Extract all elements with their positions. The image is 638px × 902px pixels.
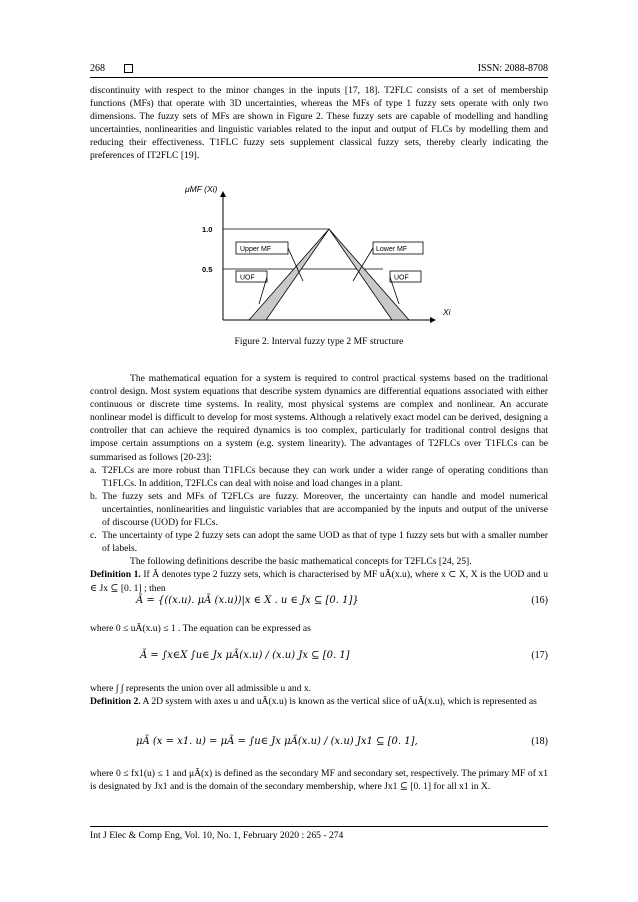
body-section bbox=[90, 372, 548, 595]
list-item-text: The uncertainty of type 2 fuzzy sets can adopt the same UOD as that of type 1 fuzzy sets but with a smaller number of labels. bbox=[102, 530, 548, 555]
equation-16-number: (16) bbox=[531, 595, 548, 606]
list-item bbox=[90, 464, 548, 490]
upper-mf-label: Upper MF bbox=[240, 246, 272, 253]
uof-left-label: UOF bbox=[240, 274, 255, 282]
final-paragraph: where 0 ≤ fx1(u) ≤ 1 and μÃ(x) is defined as the secondary MF and secondary set, respectively. The primary MF of x1 is designated by Jx1 and is the domain of the secondary membership, where Jx1 ⊆ [0. 1] for all x1 in X. bbox=[90, 768, 548, 793]
equation-16-formula: Ã = {((x.u). μÃ (x.u))|x ∈ X . u ∈ Jx ⊆ [0. 1]} bbox=[136, 595, 359, 606]
list-marker: c. bbox=[90, 530, 97, 542]
x-axis-label: Xi bbox=[443, 307, 451, 317]
list-item-text: The fuzzy sets and MFs of T2FLCs are fuzzy. Moreover, the uncertainty can handle and model numerical uncertainties, nonlinearities and linguistic variables that are accompanied by the inputs and output of the universe of discourse (UOD) for FLCs. bbox=[102, 490, 548, 529]
header-rule bbox=[90, 77, 548, 78]
intro-paragraph: discontinuity with respect to the minor changes in the inputs [17, 18]. T2FLC consists of a set of membership functions (MFs) that operate with 3D uncertainties, whereas the MFs of type 1 fuzzy sets operate with only two dimensions. The fuzzy sets of MFs are shown in Figure 2. These fuzzy sets are capable of modelling and handling uncertainties, nonlinearities and linguistic variables related to the input and output of FLCs by modelling them and reducing their effectiveness. T1FLC fuzzy sets supplement classical fuzzy sets, thereby clearly indicating the preferences of IT2FLC [19]. bbox=[90, 85, 548, 162]
definition-1-text: If Ã denotes type 2 fuzzy sets, which is characterised by MF uÃ(x.u), where x ⊂ X, X is the UOD and u ∈ Jx ⊆ [0. 1] ; then bbox=[90, 569, 548, 594]
issn: ISSN: 2088-8708 bbox=[477, 63, 548, 74]
list-marker: b. bbox=[90, 490, 98, 502]
definitions-intro: The following definitions describe the basic mathematical concepts for T2FLCs [24, 25]. bbox=[130, 556, 472, 568]
equation-17-number: (17) bbox=[531, 650, 548, 661]
tick-0-5: 0.5 bbox=[202, 265, 213, 274]
uof-right-label: UOF bbox=[394, 274, 409, 282]
definition-2-label: Definition 2. bbox=[90, 696, 141, 708]
figure-interval-type2-mf bbox=[185, 178, 460, 328]
definition-2-text: A 2D system with axes u and uÃ(x.u) is known as the vertical slice of uÃ(x.u), which is represented as bbox=[142, 696, 537, 708]
equation-18-formula: μÃ (x = x1. u) = μÃ = ∫u∈ Jx μÃ(x.u) / (x.u) Jx1 ⊆ [0. 1], bbox=[136, 736, 418, 747]
definition-1-label: Definition 1. bbox=[90, 569, 141, 581]
paragraph-2: The mathematical equation for a system is required to control practical systems based on the traditional control design. Most system equations that describe system dynamics are differential equations associated with either continuous or discrete time systems. In reality, most physical systems are complex and nonlinear. An accurate nonlinear model is difficult to develop for most systems. Although a relatively exact model can be derived, designing a controller that can achieve the required dynamics is too complex, particularly for traditional control designs that impose certain assumptions on a system (e.g. system linearity). The advantages of T2FLCs over T1FLCs can be summarised as follows [20-23]: bbox=[90, 373, 548, 463]
list-item bbox=[90, 529, 548, 555]
page-number: 268 bbox=[90, 63, 105, 74]
list-item-text: T2FLCs are more robust than T1FLCs because they can work under a wider range of operating conditions than T1FLCs. In addition, T2FLCs can deal with noise and load changes in a plant. bbox=[102, 464, 548, 489]
list-marker: a. bbox=[90, 464, 97, 476]
footer-rule bbox=[90, 826, 548, 827]
after-eq17: where ∫ ∫ represents the union over all admissible u and x. Definition 2. A 2D system with axes u and uÃ(x.u) is known as the vertical slice of uÃ(x.u), which is represented as bbox=[90, 682, 548, 708]
checkbox-square-icon bbox=[124, 64, 133, 73]
y-axis-label: μMF (Xi) bbox=[185, 184, 218, 194]
tick-1-0: 1.0 bbox=[202, 225, 213, 234]
footer: Int J Elec & Comp Eng, Vol. 10, No. 1, February 2020 : 265 - 274 bbox=[90, 830, 344, 841]
figure-caption: Figure 2. Interval fuzzy type 2 MF structure bbox=[234, 336, 404, 347]
list-item bbox=[90, 490, 548, 529]
equation-17-formula: Ã = ∫x∈X ∫u∈ Jx μÃ(x.u) / (x.u) Jx ⊆ [0. 1] bbox=[140, 650, 350, 661]
definition-2 bbox=[90, 695, 548, 708]
after-eq16: where 0 ≤ uÃ(x.u) ≤ 1 . The equation can be expressed as bbox=[90, 623, 311, 634]
lower-mf-label: Lower MF bbox=[376, 246, 408, 253]
definition-1 bbox=[90, 568, 548, 594]
equation-18-number: (18) bbox=[531, 736, 548, 747]
